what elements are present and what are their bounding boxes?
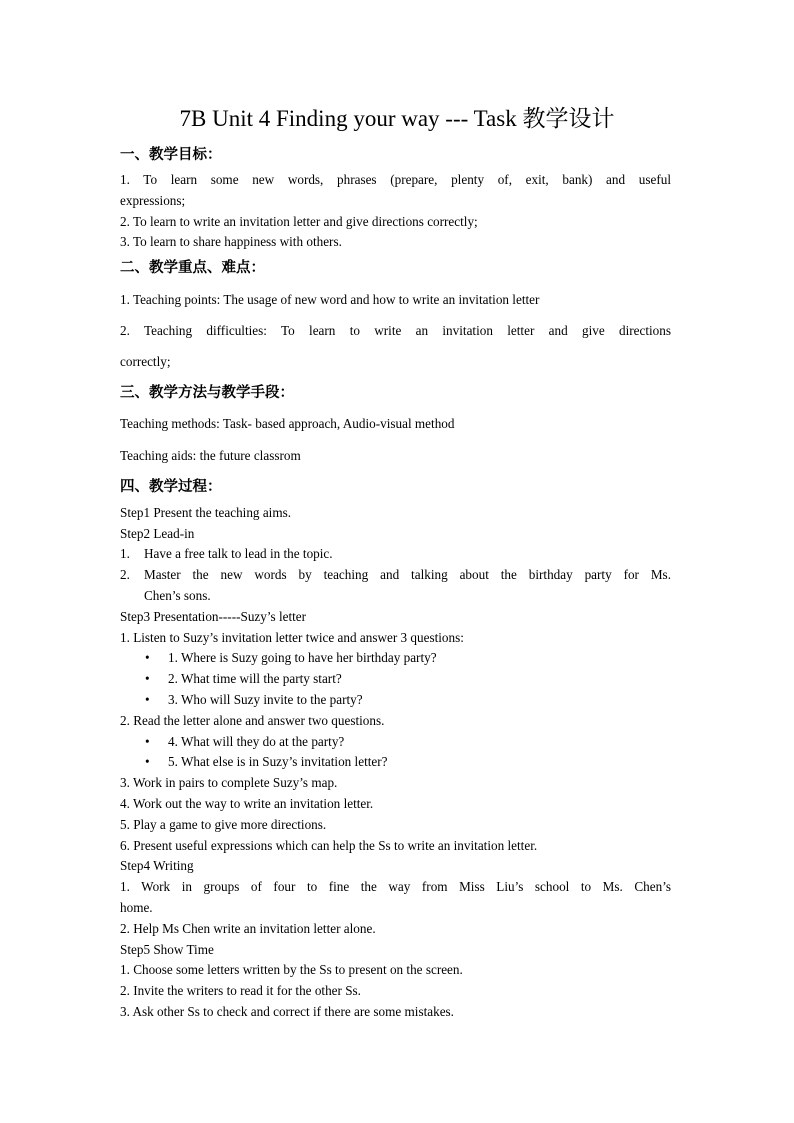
- step5-item-2: 2. Invite the writers to read it for the other Ss.: [120, 983, 361, 998]
- question-5: 5. What else is in Suzy’s invitation letter?: [168, 754, 388, 769]
- page-title: 7B Unit 4 Finding your way --- Task 教学设计: [179, 106, 615, 131]
- bullet: •: [145, 671, 150, 686]
- step5-heading: Step5 Show Time: [120, 942, 214, 957]
- aids-line: Teaching aids: the future classrom: [120, 448, 301, 463]
- bullet: •: [145, 650, 150, 665]
- step2-item-2-cont: Chen’s sons.: [144, 588, 211, 603]
- step3-heading: Step3 Presentation-----Suzy’s letter: [120, 609, 307, 624]
- objective-line-1: 1. To learn some new words, phrases (prepare, plenty of, exit, bank) and useful: [120, 172, 671, 187]
- step3-item-5: 5. Play a game to give more directions.: [120, 817, 327, 832]
- step2-item-1-number: 1.: [120, 546, 130, 561]
- question-2: 2. What time will the party start?: [168, 671, 342, 686]
- step2-item-1: Have a free talk to lead in the topic.: [144, 546, 333, 561]
- step5-item-3: 3. Ask other Ss to check and correct if there are some mistakes.: [120, 1004, 454, 1019]
- step3-item-6: 6. Present useful expressions which can help the Ss to write an invitation letter.: [120, 838, 538, 853]
- key-point-line-2-cont: correctly;: [120, 354, 171, 369]
- objective-line-3: 3. To learn to share happiness with others.: [120, 234, 342, 249]
- step2-heading: Step2 Lead-in: [120, 526, 195, 541]
- section-heading-key-points: 二、教学重点、难点：: [120, 260, 265, 276]
- question-1: 1. Where is Suzy going to have her birthday party?: [168, 650, 437, 665]
- step2-item-2: Master the new words by teaching and talking about the birthday party for Ms.: [144, 567, 671, 582]
- key-point-line-2: 2. Teaching difficulties: To learn to write an invitation letter and give directions: [120, 323, 671, 338]
- step4-item-1: 1. Work in groups of four to fine the way from Miss Liu’s school to Ms. Chen’s: [120, 879, 671, 894]
- bullet: •: [145, 754, 150, 769]
- methods-line: Teaching methods: Task- based approach, Audio-visual method: [120, 416, 455, 431]
- step4-item-1-cont: home.: [120, 900, 153, 915]
- step2-item-2-number: 2.: [120, 567, 130, 582]
- bullet: •: [145, 692, 150, 707]
- bullet: •: [145, 734, 150, 749]
- question-4: 4. What will they do at the party?: [168, 734, 345, 749]
- objective-line-1-cont: expressions;: [120, 193, 186, 208]
- step3-item-4: 4. Work out the way to write an invitation letter.: [120, 796, 374, 811]
- step4-heading: Step4 Writing: [120, 858, 194, 873]
- key-point-line-1: 1. Teaching points: The usage of new word and how to write an invitation letter: [120, 292, 540, 307]
- step4-item-2: 2. Help Ms Chen write an invitation letter alone.: [120, 921, 376, 936]
- step1-line: Step1 Present the teaching aims.: [120, 505, 292, 520]
- step3-item-1: 1. Listen to Suzy’s invitation letter twice and answer 3 questions:: [120, 630, 464, 645]
- step3-item-2: 2. Read the letter alone and answer two questions.: [120, 713, 385, 728]
- section-heading-process: 四、教学过程：: [120, 479, 222, 495]
- question-3: 3. Who will Suzy invite to the party?: [168, 692, 363, 707]
- section-heading-objectives: 一、教学目标：: [120, 147, 222, 163]
- objective-line-2: 2. To learn to write an invitation letter and give directions correctly;: [120, 214, 478, 229]
- step3-item-3: 3. Work in pairs to complete Suzy’s map.: [120, 775, 338, 790]
- step5-item-1: 1. Choose some letters written by the Ss to present on the screen.: [120, 962, 463, 977]
- section-heading-methods: 三、教学方法与教学手段：: [120, 385, 294, 401]
